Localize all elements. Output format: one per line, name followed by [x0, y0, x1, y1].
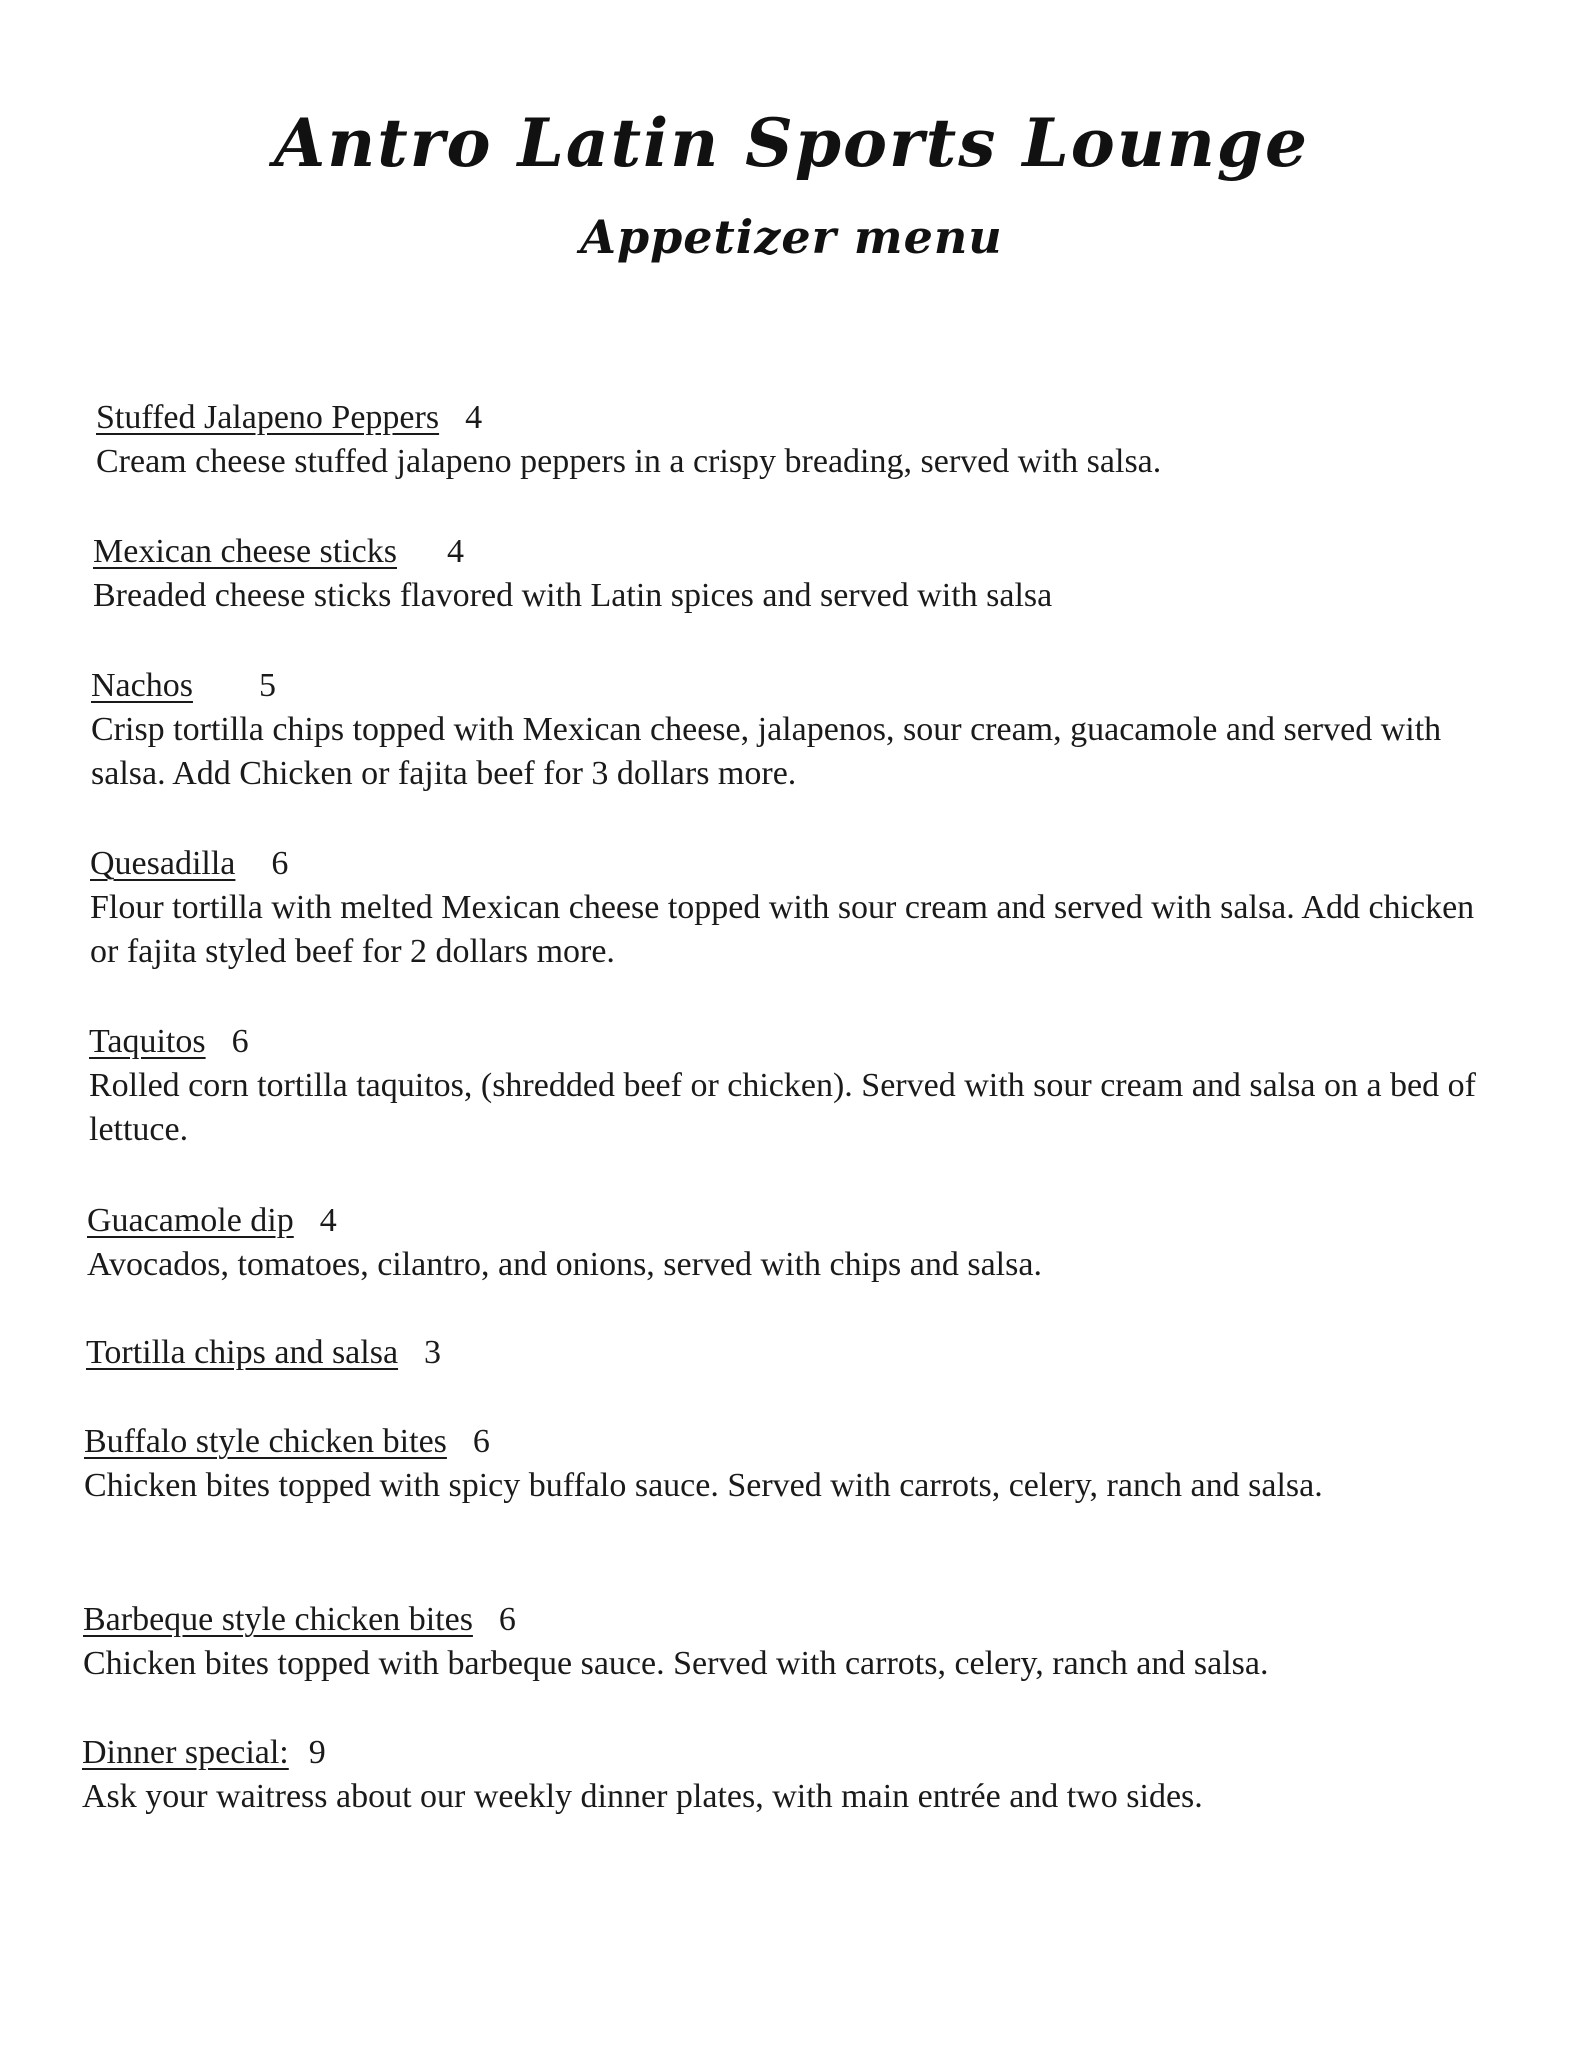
item-description: Ask your waitress about our weekly dinner plates, with main entrée and two sides. — [82, 1778, 1203, 1815]
menu-item — [96, 396, 1516, 484]
item-description: Chicken bites topped with barbeque sauce. Served with carrots, celery, ranch and salsa. — [83, 1645, 1269, 1682]
item-description: Chicken bites topped with spicy buffalo sauce. Served with carrots, celery, ranch and salsa. — [84, 1467, 1323, 1504]
item-name: Mexican cheese sticks — [93, 533, 397, 570]
item-price: 5 — [258, 667, 276, 704]
item-description: Avocados, tomatoes, cilantro, and onions, served with chips and salsa. — [87, 1246, 1042, 1283]
item-name: Buffalo style chicken bites — [84, 1423, 447, 1460]
item-name: Nachos — [91, 667, 193, 704]
item-price: 6 — [472, 1423, 490, 1460]
item-name: Dinner special: — [82, 1734, 289, 1771]
item-price: 4 — [465, 399, 483, 436]
menu-item — [93, 530, 1513, 618]
item-price: 6 — [231, 1023, 249, 1060]
page-title: Antro Latin Sports Lounge — [274, 104, 1309, 182]
item-name: Taquitos — [89, 1023, 206, 1060]
item-price: 6 — [498, 1601, 516, 1638]
menu-item — [90, 842, 1510, 974]
item-name: Tortilla chips and salsa — [86, 1334, 399, 1371]
menu-item — [87, 1199, 1507, 1287]
page-subtitle: Appetizer menu — [580, 210, 1003, 264]
item-price: 4 — [319, 1202, 337, 1239]
item-price: 4 — [447, 533, 464, 570]
menu-item — [83, 1598, 1503, 1686]
item-description: Cream cheese stuffed jalapeno peppers in a crispy breading, served with salsa. — [96, 443, 1162, 480]
menu-item — [84, 1420, 1504, 1508]
menu-item — [91, 664, 1511, 796]
item-price: 6 — [271, 845, 289, 882]
menu-item — [86, 1331, 1506, 1375]
item-name: Guacamole dip — [87, 1202, 294, 1239]
item-description: Breaded cheese sticks flavored with Latin spices and served with salsa — [93, 577, 1053, 614]
item-price: 3 — [424, 1334, 442, 1371]
item-description: Flour tortilla with melted Mexican cheese topped with sour cream and served with salsa. Add chicken or fajita styled beef for 2 dollars more. — [90, 889, 1475, 970]
item-price: 9 — [308, 1734, 326, 1771]
item-name: Barbeque style chicken bites — [83, 1601, 473, 1638]
item-name: Stuffed Jalapeno Peppers — [96, 399, 440, 436]
item-description: Rolled corn tortilla taquitos, (shredded beef or chicken). Served with sour cream and salsa on a bed of lettuce. — [89, 1067, 1476, 1148]
menu-item — [82, 1731, 1502, 1819]
item-description: Crisp tortilla chips topped with Mexican cheese, jalapenos, sour cream, guacamole and served with salsa. Add Chicken or fajita beef for 3 dollars more. — [91, 711, 1442, 792]
item-name: Quesadilla — [90, 845, 236, 882]
menu-item — [89, 1020, 1509, 1152]
